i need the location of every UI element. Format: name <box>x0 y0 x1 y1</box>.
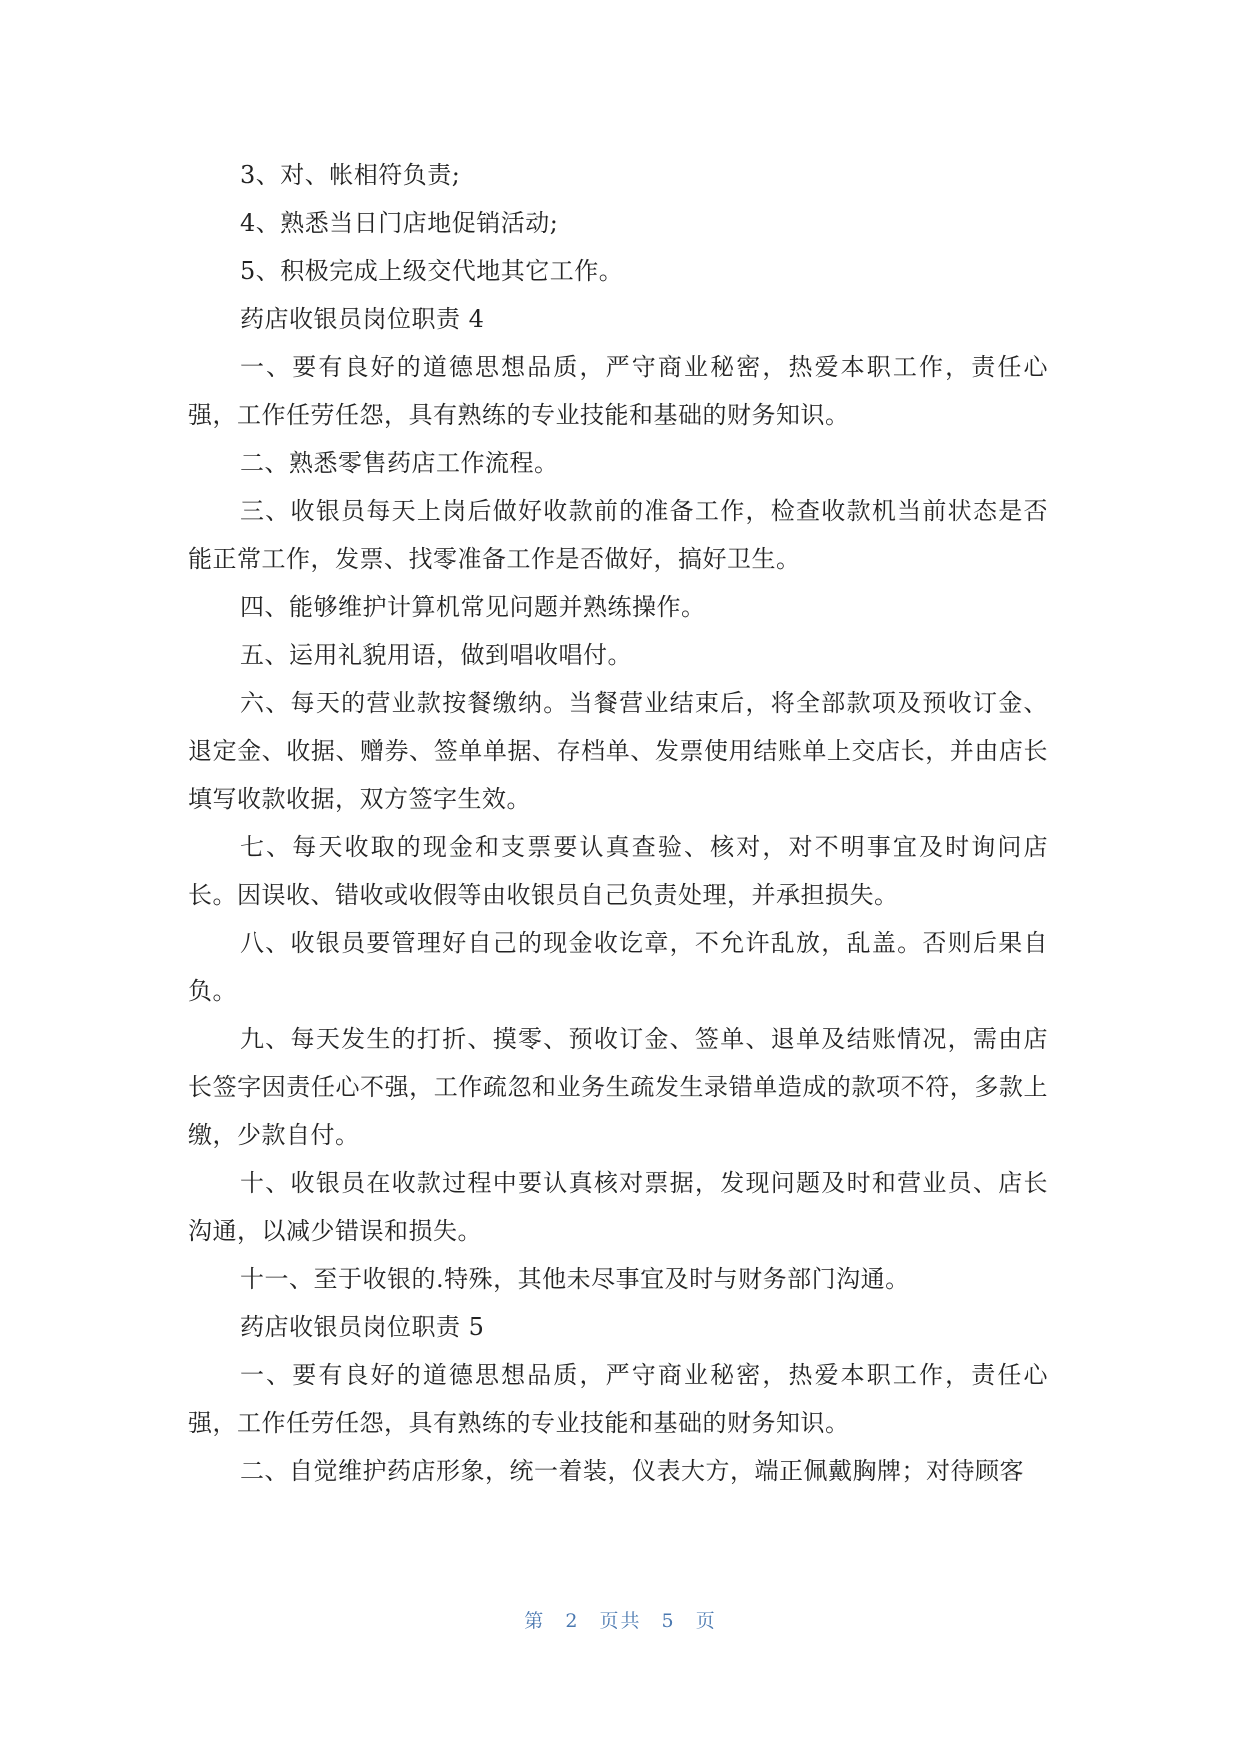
paragraph: 二、熟悉零售药店工作流程。 <box>240 449 559 477</box>
paragraph: 5、积极完成上级交代地其它工作。 <box>240 257 624 285</box>
paragraph: 十一、至于收银的.特殊，其他未尽事宜及时与财务部门沟通。 <box>240 1265 910 1293</box>
section-heading: 药店收银员岗位职责 4 <box>240 305 485 333</box>
paragraph: 十、收银员在收款过程中要认真核对票据，发现问题及时和营业员、店长沟通，以减少错误和损失。 <box>188 1169 1048 1245</box>
document-body <box>188 151 1048 1495</box>
paragraph: 一、要有良好的道德思想品质，严守商业秘密，热爱本职工作，责任心强，工作任劳任怨，具有熟练的专业技能和基础的财务知识。 <box>188 353 1048 429</box>
paragraph: 四、能够维护计算机常见问题并熟练操作。 <box>240 593 706 621</box>
paragraph: 九、每天发生的打折、摸零、预收订金、签单、退单及结账情况，需由店长签字因责任心不强，工作疏忽和业务生疏发生录错单造成的款项不符，多款上缴，少款自付。 <box>188 1025 1048 1149</box>
paragraph: 二、自觉维护药店形象，统一着装，仪表大方，端正佩戴胸牌；对待顾客 <box>240 1457 1024 1485</box>
paragraph: 一、要有良好的道德思想品质，严守商业秘密，热爱本职工作，责任心强，工作任劳任怨，具有熟练的专业技能和基础的财务知识。 <box>188 1361 1048 1437</box>
paragraph: 3、对、帐相符负责; <box>240 161 461 189</box>
footer-middle: 页共 <box>599 1610 642 1632</box>
paragraph: 三、收银员每天上岗后做好收款前的准备工作，检查收款机当前状态是否能正常工作，发票、找零准备工作是否做好，搞好卫生。 <box>188 497 1048 573</box>
page-number-footer <box>0 1606 1241 1633</box>
paragraph: 六、每天的营业款按餐缴纳。当餐营业结束后，将全部款项及预收订金、退定金、收据、赠券、签单单据、存档单、发票使用结账单上交店长，并由店长填写收款收据，双方签字生效。 <box>188 689 1048 813</box>
paragraph: 七、每天收取的现金和支票要认真查验、核对，对不明事宜及时询问店长。因误收、错收或收假等由收银员自己负责处理，并承担损失。 <box>188 833 1048 909</box>
current-page-number: 2 <box>565 1610 580 1632</box>
section-heading: 药店收银员岗位职责 5 <box>240 1313 485 1341</box>
paragraph: 4、熟悉当日门店地促销活动; <box>240 209 559 237</box>
paragraph: 八、收银员要管理好自己的现金收讫章，不允许乱放，乱盖。否则后果自负。 <box>188 929 1048 1005</box>
total-page-count: 5 <box>661 1610 676 1632</box>
footer-suffix: 页 <box>695 1610 717 1632</box>
paragraph: 五、运用礼貌用语，做到唱收唱付。 <box>240 641 632 669</box>
footer-prefix: 第 <box>524 1610 546 1632</box>
